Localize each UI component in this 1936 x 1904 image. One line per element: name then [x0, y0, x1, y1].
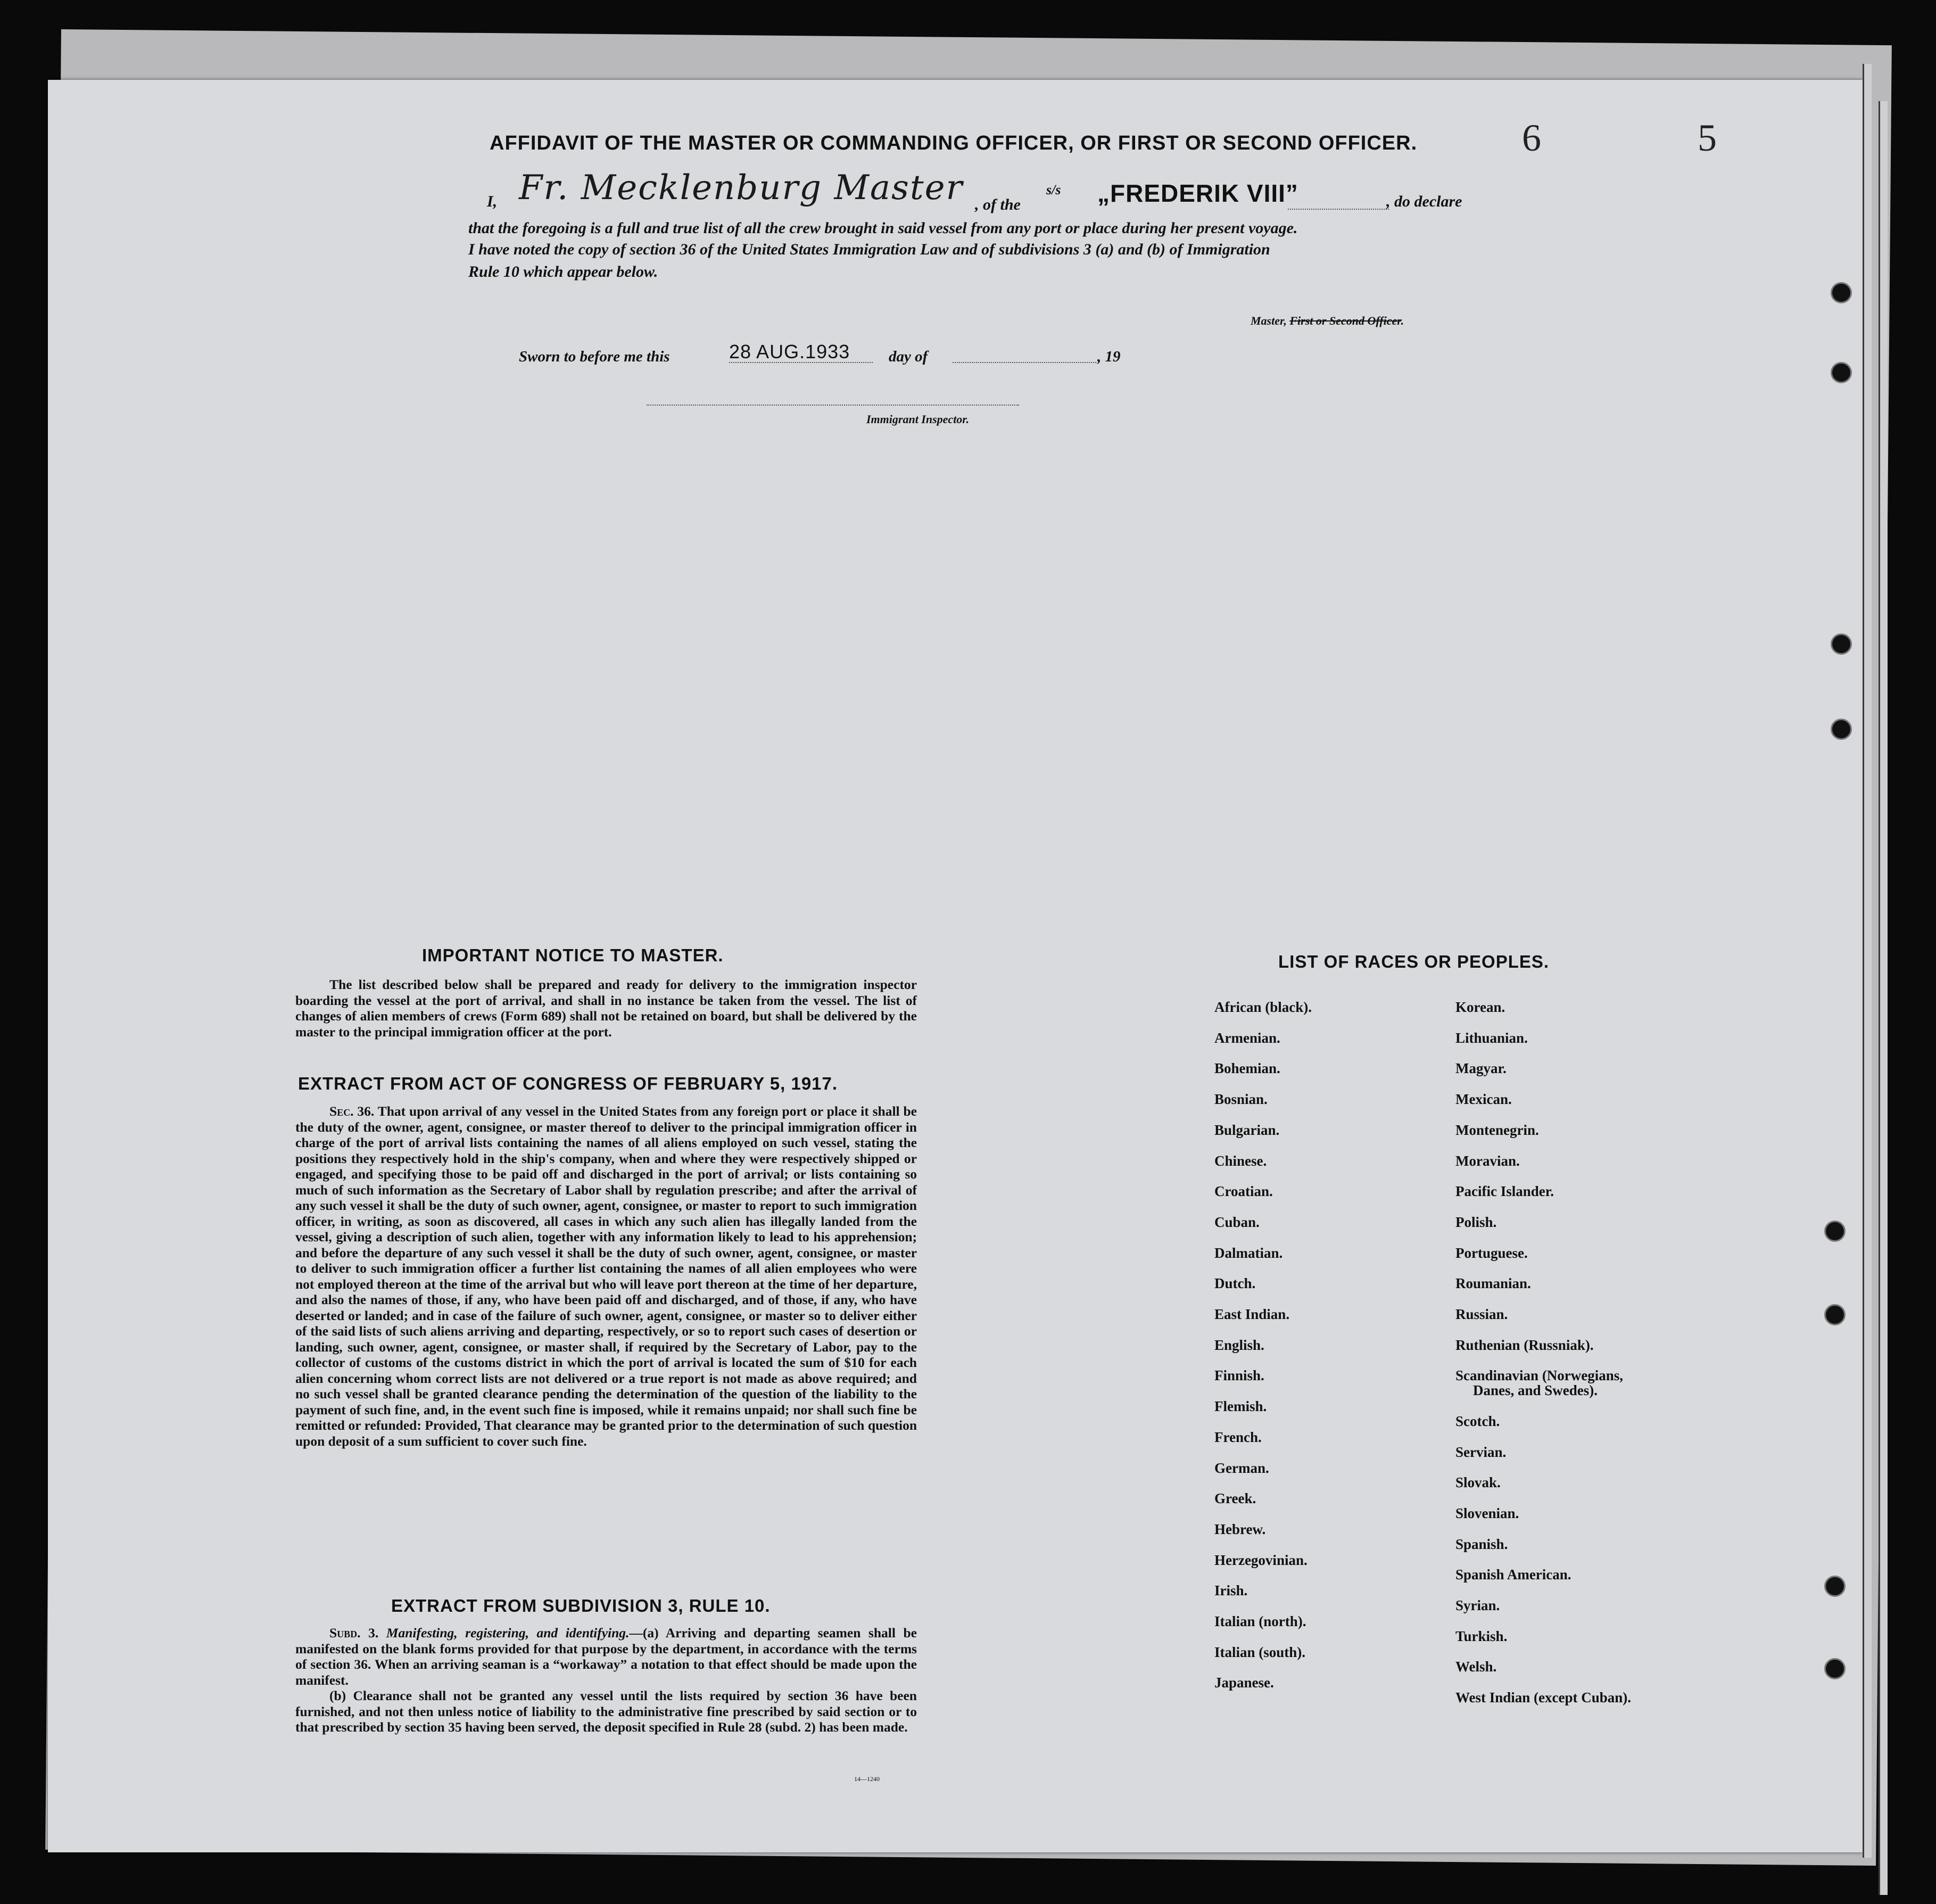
notice-heading: IMPORTANT NOTICE TO MASTER.	[422, 945, 724, 965]
race-item: Dalmatian.	[1214, 1244, 1283, 1261]
race-item: Scotch.	[1455, 1413, 1500, 1429]
races-heading: LIST OF RACES OR PEOPLES.	[1278, 952, 1550, 971]
race-item: Irish.	[1214, 1582, 1248, 1599]
race-item: Chinese.	[1214, 1152, 1267, 1169]
page-edge	[1863, 64, 1872, 1858]
fill-line	[1288, 209, 1389, 210]
race-item: Mexican.	[1455, 1091, 1512, 1108]
race-item: English.	[1214, 1337, 1264, 1353]
race-item: Hebrew.	[1214, 1521, 1266, 1537]
race-item: Montenegrin.	[1455, 1122, 1539, 1138]
fill-line	[729, 362, 873, 363]
race-item: Lithuanian.	[1455, 1029, 1528, 1046]
race-item: Moravian.	[1455, 1152, 1520, 1169]
rule-paragraph-b: (b) Clearance shall not be granted any vessel until the lists required by section 36 have been furnished, and not then unless notice of liability to the administrative fine prescribed by said section or to that prescribed by section 35 having been served, the deposit specified in Rule 28 (subd. 2) has been made.	[295, 1688, 917, 1735]
race-item: Cuban.	[1214, 1214, 1260, 1230]
punch-hole	[1831, 362, 1852, 383]
race-item: Polish.	[1455, 1214, 1497, 1230]
race-item: Syrian.	[1455, 1597, 1500, 1613]
rule-subdivision: Subd. 3.	[329, 1625, 379, 1641]
document-page	[48, 80, 1863, 1852]
race-item: Russian.	[1455, 1306, 1508, 1322]
race-item: African (black).	[1214, 999, 1312, 1015]
act-heading: EXTRACT FROM ACT OF CONGRESS OF FEBRUARY 5, 1917.	[298, 1074, 838, 1093]
race-item: Slovenian.	[1455, 1505, 1519, 1521]
race-item: Croatian.	[1214, 1183, 1273, 1200]
race-item: West Indian (except Cuban).	[1455, 1689, 1632, 1706]
punch-hole	[1831, 282, 1852, 303]
race-item: German.	[1214, 1460, 1269, 1476]
race-item: Bohemian.	[1214, 1060, 1280, 1077]
declaration-of-the: , of the	[975, 196, 1021, 213]
race-item: Slovak.	[1455, 1474, 1501, 1491]
race-item: Italian (south).	[1214, 1644, 1306, 1660]
race-item: Danes, and Swedes).	[1473, 1382, 1598, 1399]
punch-hole	[1824, 1658, 1846, 1679]
race-item: Magyar.	[1455, 1060, 1507, 1077]
rule-subdivision-title: Manifesting, registering, and identifying.	[386, 1625, 630, 1641]
race-item: Turkish.	[1455, 1628, 1508, 1644]
page-number-mark: 5	[1698, 117, 1717, 159]
race-item: Welsh.	[1455, 1659, 1497, 1675]
sworn-prefix: Sworn to before me this	[519, 348, 670, 365]
signature-line	[647, 405, 1019, 406]
inspector-label: Immigrant Inspector.	[866, 413, 970, 426]
declaration-line-2: that the foregoing is a full and true list of all the crew brought in said vessel from any port or place during her present voyage.	[468, 219, 1298, 237]
rule-heading: EXTRACT FROM SUBDIVISION 3, RULE 10.	[391, 1596, 771, 1615]
race-item: Bulgarian.	[1214, 1122, 1280, 1138]
rule-text	[295, 1625, 917, 1735]
race-item: Portuguese.	[1455, 1244, 1528, 1261]
signer-title-struck: First or Second Officer	[1289, 314, 1401, 327]
form-number: 14—1240	[854, 1775, 880, 1783]
notice-text	[295, 977, 917, 1040]
punch-hole	[1824, 1221, 1846, 1242]
rule-paragraph-a: —(a) Arriving and departing seamen shall be manifested on the blank forms provided for that purpose by the department, in accordance with the terms of section 36. When an arriving seaman is a “workaway” a notation to that effect should be made upon the manifest.	[295, 1625, 917, 1688]
page-number-mark: 6	[1522, 117, 1541, 159]
race-item: Korean.	[1455, 999, 1505, 1015]
act-text	[295, 1103, 917, 1449]
page-title: AFFIDAVIT OF THE MASTER OR COMMANDING OFFICER, OR FIRST OR SECOND OFFICER.	[490, 132, 1418, 154]
punch-hole	[1824, 1576, 1846, 1597]
race-item: Japanese.	[1214, 1675, 1274, 1691]
signer-title	[1251, 314, 1404, 328]
act-section-text: That upon arrival of any vessel in the United States from any foreign port or place it shall be the duty of the owner, agent, consignee, or master thereof to deliver to the principal immigration officer in charge of the port of arrival lists containing the names of all aliens employed on such vessel, stating the positions they respectively hold in the ship's company, when and where they were respectively shipped or engaged, and specifying those to be paid off and discharged in the port of arrival; or lists containing so much of such information as the Secretary of Labor shall by regulation prescribe; and after the arrival of any such vessel it shall be the duty of such owner, agent, consignee, or master to report to such immigration officer, in writing, as soon as discovered, all cases in which any such alien has illegally landed from the vessel, giving a description of such alien, together with any information likely to lead to his apprehension; and before the departure of any such vessel it shall be the duty of such owner, agent, consignee, or master to deliver to such immigration officer a further list containing the names of all alien employees who were not employed thereon at the time of the arrival but who will leave port thereon at the time of her departure, and also the names of those, if any, who have been paid off and discharged, and of those, if any, who have deserted or landed; and in case of the failure of such owner, agent, consignee, or master so to deliver either of the said lists of such aliens arriving and departing, respectively, or so to report such cases of desertion or landing, such owner, agent, consignee, or master shall, if required by the Secretary of Labor, pay to the collector of customs of the customs district in which the port of arrival is located the sum of $10 for each alien concerning whom correct lists are not delivered or a true report is not made as above required; and no such vessel shall be granted clearance pending the determination of the question of the liability to the payment of such fine, and, in the event such fine is imposed, while it remains unpaid; nor shall such fine be remitted or refunded: Provided, That clearance may be granted prior to the determination of such question upon deposit of a sum sufficient to cover such fine.	[295, 1103, 917, 1449]
race-item: Dutch.	[1214, 1275, 1256, 1292]
punch-hole	[1831, 719, 1852, 740]
race-item: Armenian.	[1214, 1029, 1280, 1046]
race-item: Spanish.	[1455, 1536, 1508, 1552]
date-stamp: 28 AUG.1933	[729, 341, 850, 362]
race-item: Ruthenian (Russniak).	[1455, 1337, 1594, 1353]
signer-title-master: Master,	[1251, 314, 1290, 327]
sworn-year: , 19	[1097, 348, 1121, 365]
race-item: Finnish.	[1214, 1367, 1264, 1384]
fill-line	[953, 362, 1096, 363]
punch-hole	[1831, 633, 1852, 655]
page-edge	[1879, 101, 1888, 1895]
declaration-line-4: Rule 10 which appear below.	[468, 263, 658, 281]
punch-hole	[1824, 1304, 1846, 1325]
master-signature: Fr. Mecklenburg Master	[519, 168, 964, 208]
notice-paragraph: The list described below shall be prepared and ready for delivery to the immigration inspector boarding the vessel at the port of arrival, and shall in no instance be taken from the vessel. The list of changes of alien members of crews (Form 689) shall not be retained on board, but shall be delivered by the master to the principal immigration officer at the port.	[295, 977, 917, 1040]
declaration-line-3: I have noted the copy of section 36 of the United States Immigration Law and of subdivisions 3 (a) and (b) of Immigration	[468, 241, 1270, 258]
race-item: Herzegovinian.	[1214, 1552, 1308, 1568]
declaration-do-declare: , do declare	[1386, 193, 1462, 210]
race-item: Greek.	[1214, 1490, 1256, 1507]
vessel-type: s/s	[1046, 182, 1061, 197]
race-item: Pacific Islander.	[1455, 1183, 1554, 1200]
race-item: Scandinavian (Norwegians,	[1455, 1367, 1624, 1384]
race-item: Spanish American.	[1455, 1567, 1571, 1583]
declaration-prefix: I,	[487, 193, 498, 210]
signer-title-suffix: .	[1401, 314, 1404, 327]
race-item: Flemish.	[1214, 1398, 1267, 1415]
race-item: Servian.	[1455, 1444, 1507, 1460]
act-section-number: Sec. 36.	[329, 1103, 375, 1119]
vessel-name: „FREDERIK VIII”	[1097, 179, 1298, 207]
sworn-day-of: day of	[889, 348, 928, 365]
race-item: Roumanian.	[1455, 1275, 1531, 1292]
race-item: Italian (north).	[1214, 1613, 1306, 1629]
race-item: French.	[1214, 1429, 1262, 1445]
race-item: East Indian.	[1214, 1306, 1290, 1322]
race-item: Bosnian.	[1214, 1091, 1268, 1108]
